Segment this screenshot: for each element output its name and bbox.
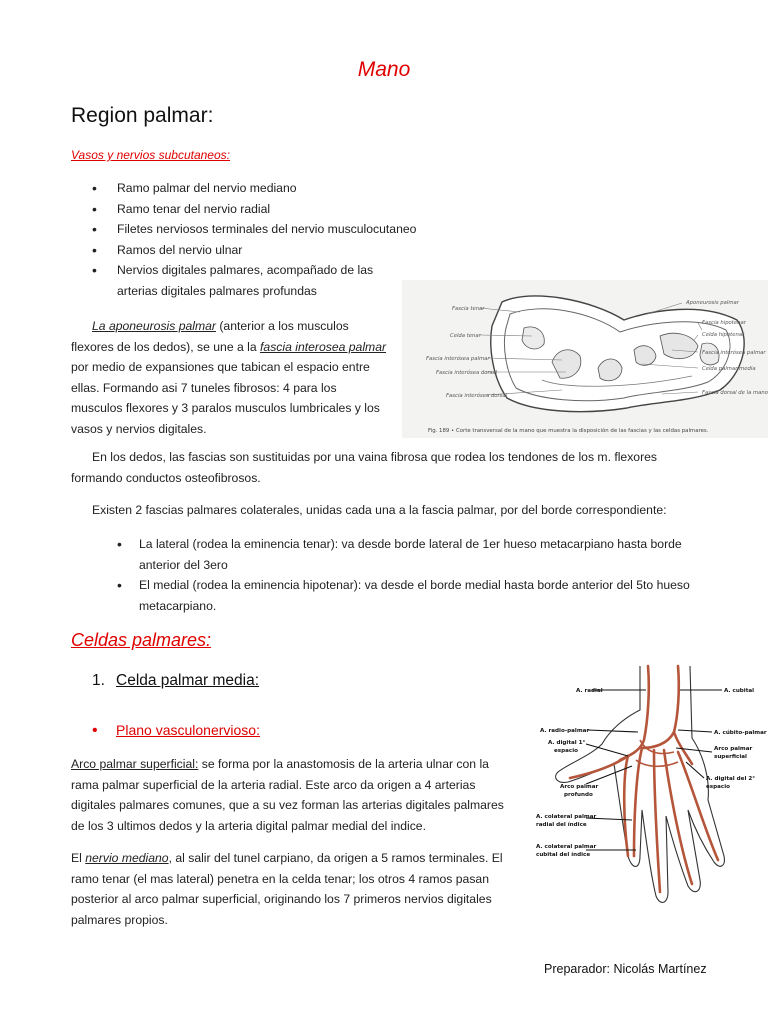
collateral-list — [117, 534, 717, 616]
label-a-digital-1: A. digital 1° — [548, 740, 586, 746]
celda-media-heading — [92, 672, 259, 690]
celda-number: 1. — [92, 672, 105, 689]
list-item: • El medial (rodea la eminencia hipotenar): va desde el borde medial hasta borde anterior del 5to hueso metacarpiano. — [117, 575, 709, 616]
paragraph-text: (anterior a los musculos flexores de los dedos), se une a la — [71, 319, 349, 354]
nervio-paragraph — [71, 848, 511, 930]
list-item: • Ramo tenar del nervio radial — [92, 199, 412, 220]
label-aponeurosis-palmar: Aponeurosis palmar — [686, 300, 739, 306]
label-col-cubital-2: cubital del índice — [536, 852, 591, 858]
label-fascia-interosea-dorsal-2: Fascia interósea dorsal — [446, 393, 508, 399]
subcutaneous-list — [92, 178, 417, 301]
list-item: • Ramos del nervio ulnar — [92, 240, 412, 261]
aponeurosis-term: La aponeurosis palmar — [92, 319, 216, 333]
label-a-radial: A. radial — [576, 688, 603, 694]
arco-paragraph — [71, 754, 511, 836]
footer-author: Preparador: Nicolás Martínez — [544, 962, 707, 976]
label-a-digital-2: A. digital del 2° — [706, 776, 756, 782]
dedos-paragraph: En los dedos, las fascias son sustituidas por una vaina fibrosa que rodea los tendones de los m. flexores formando conductos osteofibrosos. — [71, 450, 658, 485]
label-arco-profundo-2: profundo — [564, 792, 593, 798]
label-espacio-2: espacio — [706, 784, 730, 790]
aponeurosis-paragraph — [71, 316, 391, 439]
label-a-cubito-palmar: A. cúbito-palmar — [714, 730, 767, 736]
label-col-radial-2: radial del índice — [536, 822, 587, 828]
hand-arteries-figure — [528, 660, 768, 908]
fascias-paragraph: Existen 2 fascias palmares colaterales, unidas cada una a la fascia palmar, por del borde correspondiente: — [92, 503, 667, 517]
label-espacio-1: espacio — [554, 748, 578, 754]
arco-term: Arco palmar superficial: — [71, 757, 199, 771]
label-col-radial-1: A. colateral palmar — [536, 814, 597, 820]
paragraph-text: se forma por la anastomosis de la arteria ulnar con la rama palmar superficial de la arteria radial. Este arco da origen a 4 arterias digitales palmares comunes, que a su vez forman las arterias digitales palmares de los 3 ultimos dedos y la arteria digital palmar medial del indice. — [71, 757, 504, 833]
plano-heading — [92, 722, 260, 740]
list-item: • La lateral (rodea la eminencia tenar): va desde borde lateral de 1er hueso metacarpiano hasta borde anterior del 3ero — [117, 534, 724, 575]
subsection-heading: Vasos y nervios subcutaneos: — [71, 148, 230, 162]
label-a-radio-palmar: A. radio-palmar — [540, 728, 590, 734]
label-celda-tenar: Celda tenar — [450, 333, 481, 339]
label-arco-sup-1: Arco palmar — [714, 746, 753, 752]
label-fascia-interosea-palmar-right: Fascia interósea palmar — [702, 350, 766, 356]
label-fascia-tenar: Fascia tenar — [452, 306, 485, 312]
label-a-cubital: A. cubital — [724, 688, 755, 694]
label-celda-palmar-media: Celda palmar media — [702, 366, 756, 372]
list-item: • Ramo palmar del nervio mediano — [92, 178, 412, 199]
cross-section-figure — [402, 280, 768, 438]
paragraph-text: , al salir del tunel carpiano, da origen a 5 ramos terminales. El ramo tenar (el mas lateral) penetra en la celda tenar; los otros 4 ramos pasan posterior al arco palmar superficial, originando los 7 primeros nervios digitales palmares propios. — [71, 851, 503, 927]
label-arco-sup-2: superficial — [714, 754, 747, 760]
celdas-heading: Celdas palmares: — [71, 630, 212, 650]
figure-caption: Fig. 189 • Corte transversal de la mano que muestra la disposición de las fascias y las celdas palmares. — [428, 428, 709, 434]
label-fascia-dorsal: Fascia dorsal de la mano — [702, 390, 768, 396]
celda-label: Celda palmar media: — [116, 672, 260, 689]
plano-bullet: • — [92, 722, 98, 739]
cross-section-drawing — [402, 280, 768, 438]
hand-drawing — [528, 660, 768, 908]
plano-label: Plano vasculonervioso: — [116, 722, 260, 738]
label-fascia-interosea-dorsal: Fascia interósea dorsal — [436, 370, 498, 376]
label-celda-hipotenar: Celda hipotenar — [702, 332, 745, 338]
label-fascia-hipotenar: Fascia hipotenar — [702, 320, 746, 326]
page-title: Mano — [357, 58, 411, 81]
label-fascia-interosea-palmar: Fascia interósea palmar — [426, 356, 490, 362]
label-col-cubital-1: A. colateral palmar — [536, 844, 597, 850]
nervio-term: nervio mediano — [85, 851, 169, 865]
paragraph-text: por medio de expansiones que tabican el espacio entre ellas. Formando asi 7 tuneles fibrosos: 4 para los musculos flexores y 3 paralos musculos lumbricales y los vasos y nervios digitales. — [71, 360, 380, 436]
label-arco-profundo-1: Arco palmar — [560, 784, 599, 790]
list-item: • Nervios digitales palmares, acompañado de las arterias digitales palmares profundas — [92, 260, 379, 301]
paragraph-text: El — [71, 851, 86, 865]
fascia-term: fascia interosea palmar — [260, 339, 387, 354]
section-heading: Region palmar: — [71, 104, 214, 127]
list-item: • Filetes nerviosos terminales del nervio musculocutaneo — [92, 219, 457, 240]
